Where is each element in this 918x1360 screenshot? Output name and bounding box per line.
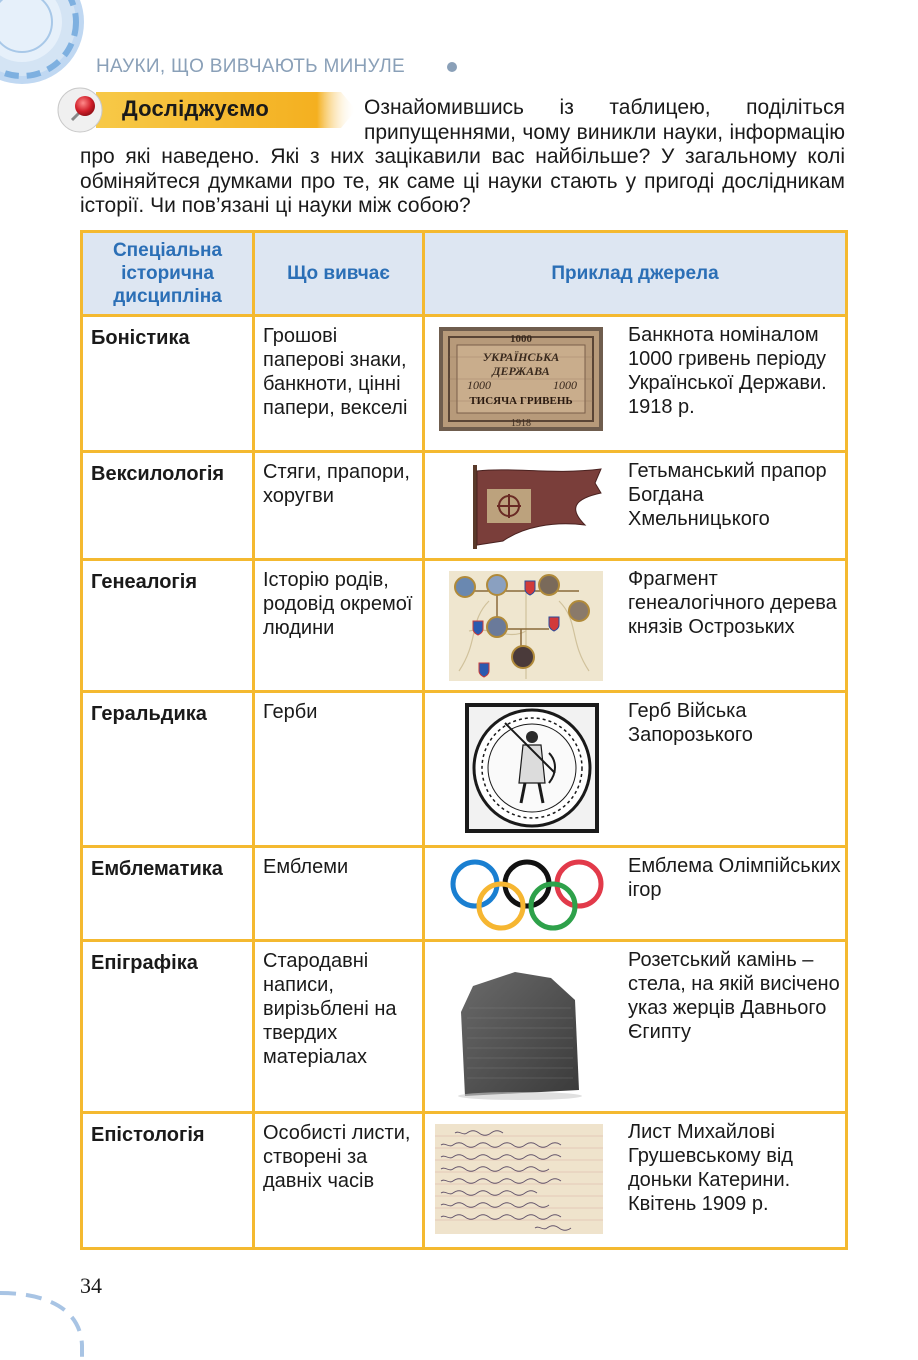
example-cell	[424, 560, 847, 692]
coat-of-arms-image	[465, 703, 599, 833]
intro-text: Ознайомившись із таблицею, поділіться припущеннями, чому виникли науки, інформацію про які наведено. Які з них зацікавили вас найбільше? У загальному колі обміняйтеся думками про те, як саме ці науки стають у пригоді дослідникам історії. Чи пов’язані ці науки між собою?	[80, 96, 845, 217]
banknote-line-1: УКРАЇНСЬКА	[482, 350, 560, 364]
header-discipline: Спеціальна історична дисципліна	[82, 232, 254, 316]
table-row	[82, 1113, 847, 1249]
example-description: Лист Михайлові Грушевському від доньки Катерини. Квітень 1909 р.	[628, 1121, 793, 1215]
example-cell	[424, 847, 847, 941]
discipline-name: Генеалогія	[82, 560, 254, 692]
discipline-studies: Стяги, прапори, хоругви	[254, 452, 424, 560]
flag-image	[473, 465, 603, 549]
intro-paragraph	[80, 96, 845, 219]
banknote-line-3: ТИСЯЧА ГРИВЕНЬ	[469, 395, 573, 407]
discipline-studies: Особисті листи, створені за давніх часів	[254, 1113, 424, 1249]
page-number: 34	[80, 1273, 102, 1298]
header-studies: Що вивчає	[254, 232, 424, 316]
example-cell	[424, 316, 847, 452]
example-cell	[424, 941, 847, 1113]
example-description: Гетьманський прапор Богдана Хмельницького	[628, 460, 827, 530]
bottom-corner-decoration	[0, 1285, 100, 1360]
table-row	[82, 941, 847, 1113]
discipline-studies: Історію родів, родовід окремої людини	[254, 560, 424, 692]
olympic-rings-image	[449, 858, 605, 934]
banknote-image	[439, 327, 603, 431]
discipline-name: Вексилологія	[82, 452, 254, 560]
table-header-row	[82, 232, 847, 316]
example-cell	[424, 452, 847, 560]
example-description: Емблема Олімпійських ігор	[628, 855, 841, 901]
example-cell	[424, 1113, 847, 1249]
banknote-mid-right: 1000	[553, 378, 577, 392]
chapter-dot	[447, 62, 457, 72]
header-example: Приклад джерела	[424, 232, 847, 316]
badge-label: Досліджуємо	[122, 96, 269, 121]
banknote-top-number: 1000	[510, 333, 532, 345]
rosetta-stone-image	[455, 972, 585, 1100]
discipline-studies: Грошові паперові знаки, банкноти, цінні папери, векселі	[254, 316, 424, 452]
corner-decoration	[0, 0, 100, 85]
family-tree-image	[449, 571, 603, 681]
chapter-title: НАУКИ, ЩО ВИВЧАЮТЬ МИНУЛЕ	[96, 56, 406, 77]
example-description: Фрагмент генеалогічного дерева князів Острозьких	[628, 568, 837, 638]
table-row	[82, 452, 847, 560]
discipline-studies: Емблеми	[254, 847, 424, 941]
example-description: Банкнота номіналом 1000 гривень періоду Української Держави. 1918 р.	[628, 324, 827, 418]
table-row	[82, 316, 847, 452]
discipline-name: Боністика	[82, 316, 254, 452]
banknote-line-2: ДЕРЖАВА	[492, 364, 550, 378]
banknote-year: 1918	[511, 418, 531, 429]
discipline-name: Епіграфіка	[82, 941, 254, 1113]
discipline-studies: Стародавні написи, вирізьблені на твердих матеріалах	[254, 941, 424, 1113]
discipline-name: Емблематика	[82, 847, 254, 941]
disciplines-table	[80, 230, 848, 1250]
banknote-mid-left: 1000	[467, 378, 491, 392]
discipline-studies: Герби	[254, 692, 424, 847]
discipline-name: Епістологія	[82, 1113, 254, 1249]
table-row	[82, 847, 847, 941]
table-row	[82, 692, 847, 847]
example-cell	[424, 692, 847, 847]
example-description: Розетський камінь – стела, на якій висічено указ жерців Давнього Єгипту	[628, 949, 840, 1043]
table-row	[82, 560, 847, 692]
discipline-name: Геральдика	[82, 692, 254, 847]
letter-image	[435, 1124, 603, 1234]
example-description: Герб Війська Запорозького	[628, 700, 753, 746]
